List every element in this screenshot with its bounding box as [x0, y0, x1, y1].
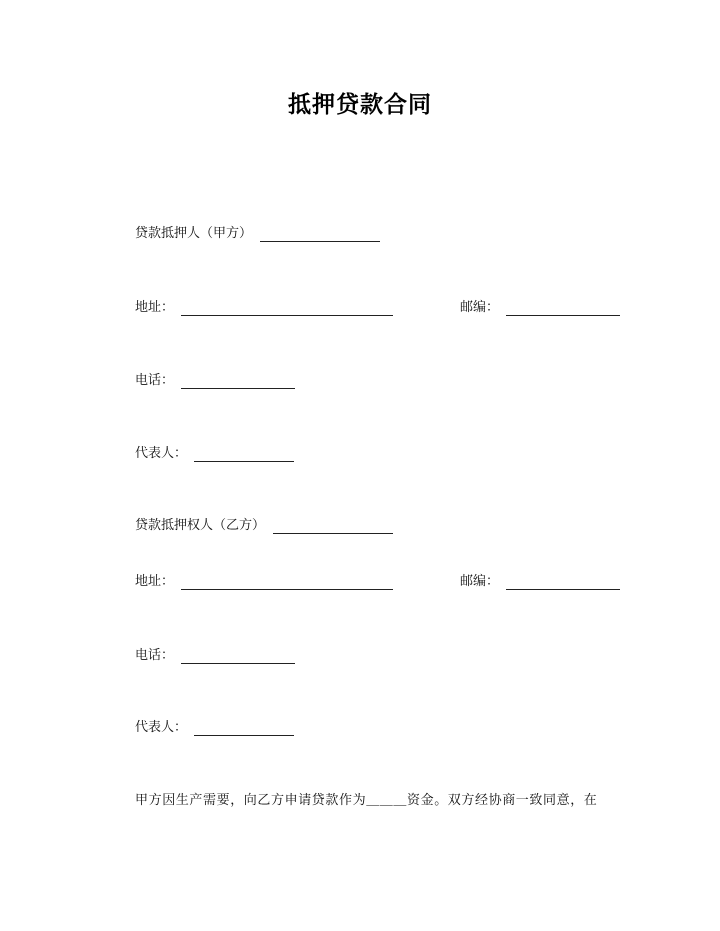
party-b-postcode-label: 邮编：: [460, 574, 500, 589]
party-a-heading-row: [135, 226, 380, 242]
party-a-postcode-label: 邮编：: [460, 300, 500, 315]
party-a-address-blank[interactable]: [181, 301, 393, 316]
party-b-heading: 贷款抵押权人（乙方）: [135, 518, 266, 533]
party-b-heading-row: [135, 518, 393, 534]
party-b-representative-label: 代表人：: [135, 720, 188, 735]
party-b-address-row: [135, 574, 393, 590]
party-a-name-blank[interactable]: [260, 227, 380, 242]
party-a-postcode-row: [460, 300, 620, 316]
party-b-phone-row: [135, 648, 295, 664]
party-b-name-blank[interactable]: [273, 519, 393, 534]
party-a-postcode-blank[interactable]: [506, 301, 620, 316]
party-b-address-blank[interactable]: [181, 575, 393, 590]
party-a-phone-row: [135, 373, 295, 389]
party-b-postcode-blank[interactable]: [506, 575, 620, 590]
party-b-phone-label: 电话：: [135, 648, 175, 663]
party-a-representative-label: 代表人：: [135, 446, 188, 461]
party-a-address-row: [135, 300, 393, 316]
party-b-address-label: 地址：: [135, 574, 175, 589]
party-b-postcode-row: [460, 574, 620, 590]
contract-body-paragraph: 甲方因生产需要，向乙方申请贷款作为＿＿＿资金。双方经协商一致同意，在: [135, 793, 598, 808]
party-a-heading: 贷款抵押人（甲方）: [135, 226, 253, 241]
party-a-representative-row: [135, 446, 294, 462]
document-title: 抵押贷款合同: [288, 92, 432, 118]
party-a-address-label: 地址：: [135, 300, 175, 315]
party-a-phone-label: 电话：: [135, 373, 175, 388]
party-b-representative-row: [135, 720, 294, 736]
party-b-phone-blank[interactable]: [181, 649, 295, 664]
party-b-representative-blank[interactable]: [194, 721, 294, 736]
party-a-phone-blank[interactable]: [181, 374, 295, 389]
party-a-representative-blank[interactable]: [194, 447, 294, 462]
